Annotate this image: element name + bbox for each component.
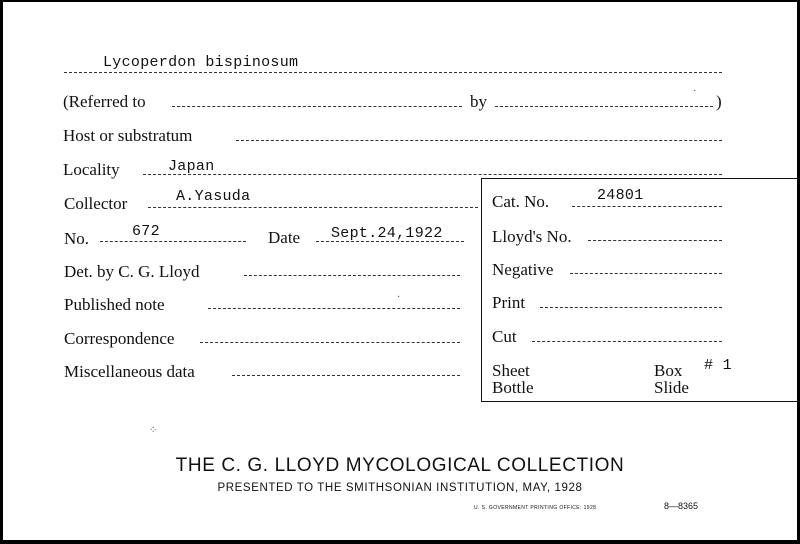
scan-speck: ⁘ bbox=[149, 425, 158, 436]
print-label: Print bbox=[492, 293, 526, 312]
scan-edge-bottom bbox=[0, 540, 800, 544]
referred-close-paren: ) bbox=[716, 92, 722, 111]
cut-label: Cut bbox=[492, 327, 517, 346]
locality-label: Locality bbox=[63, 160, 120, 179]
correspondence-label: Correspondence bbox=[64, 329, 175, 348]
slide-label: Slide bbox=[654, 378, 689, 397]
scan-speck: · bbox=[693, 86, 697, 97]
host-substratum-line bbox=[236, 140, 722, 141]
lloyds-no-label: Lloyd's No. bbox=[492, 227, 572, 246]
box-value: # 1 bbox=[704, 357, 732, 374]
locality-value: Japan bbox=[168, 158, 215, 175]
specimen-name-line bbox=[64, 72, 722, 73]
referred-to-line bbox=[172, 106, 462, 107]
specimen-name: Lycoperdon bispinosum bbox=[103, 54, 299, 71]
scan-edge-top bbox=[0, 0, 800, 2]
cat-no-value: 24801 bbox=[597, 187, 644, 204]
referred-to-label: (Referred to bbox=[63, 92, 146, 111]
determined-by-label: Det. by C. G. Lloyd bbox=[64, 262, 200, 281]
print-line bbox=[540, 307, 722, 308]
miscellaneous-data-label: Miscellaneous data bbox=[64, 362, 195, 381]
cat-no-label: Cat. No. bbox=[492, 192, 550, 211]
date-label: Date bbox=[268, 228, 301, 247]
bottle-label: Bottle bbox=[492, 378, 534, 397]
negative-line bbox=[570, 273, 722, 274]
locality-line bbox=[143, 174, 722, 175]
date-line bbox=[316, 241, 464, 242]
number-value: 672 bbox=[132, 223, 160, 240]
number-label: No. bbox=[64, 229, 90, 248]
collector-line bbox=[148, 207, 478, 208]
by-label: by bbox=[470, 92, 487, 111]
negative-label: Negative bbox=[492, 260, 554, 279]
box-label: Box bbox=[654, 361, 683, 380]
miscellaneous-data-line bbox=[232, 375, 460, 376]
printer-imprint: U. S. GOVERNMENT PRINTING OFFICE: 1928 bbox=[474, 505, 597, 511]
host-substratum-label: Host or substratum bbox=[63, 126, 193, 145]
lloyds-no-line bbox=[588, 240, 722, 241]
correspondence-line bbox=[200, 342, 460, 343]
cat-no-line bbox=[572, 206, 722, 207]
published-note-label: Published note bbox=[64, 295, 165, 314]
number-line bbox=[100, 241, 246, 242]
determined-by-line bbox=[244, 275, 460, 276]
by-line bbox=[495, 106, 713, 107]
date-value: Sept.24,1922 bbox=[331, 225, 443, 242]
form-number: 8—8365 bbox=[664, 501, 699, 511]
collection-title: THE C. G. LLOYD MYCOLOGICAL COLLECTION bbox=[175, 455, 625, 476]
cut-line bbox=[532, 341, 722, 342]
collector-label: Collector bbox=[64, 194, 128, 213]
published-note-line bbox=[208, 308, 460, 309]
scan-speck: · bbox=[397, 292, 401, 303]
collection-subtitle: PRESENTED TO THE SMITHSONIAN INSTITUTION, MAY, 1928 bbox=[217, 482, 583, 494]
sheet-label: Sheet bbox=[492, 361, 530, 380]
collector-value: A.Yasuda bbox=[176, 188, 251, 205]
